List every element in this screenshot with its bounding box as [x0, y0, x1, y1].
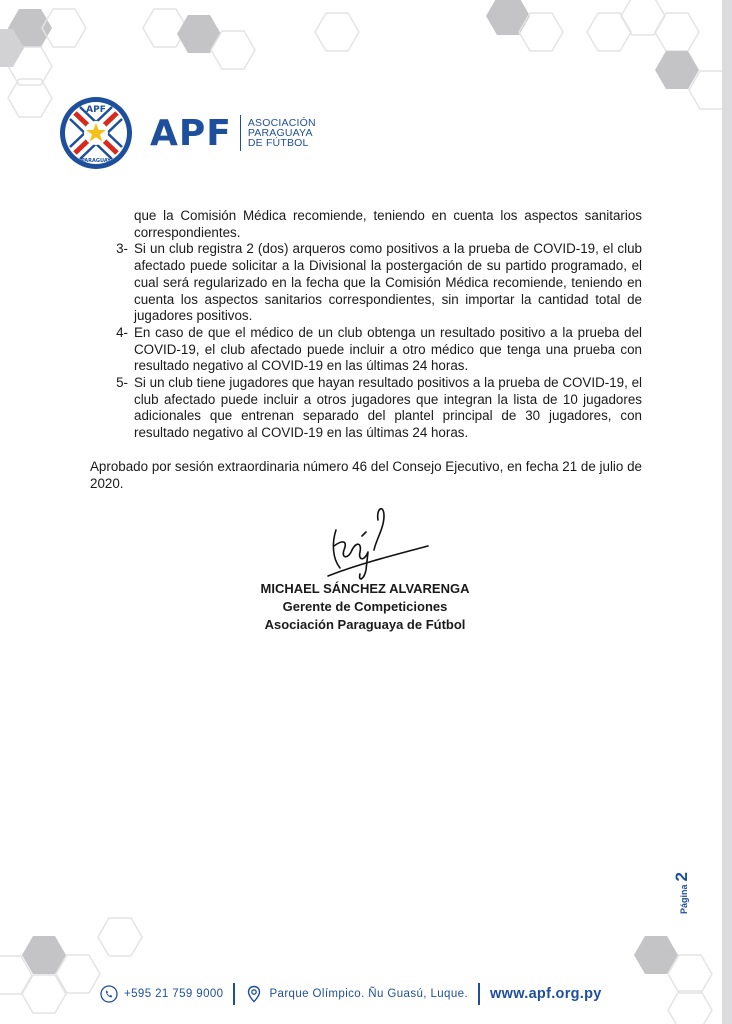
- viewer-background-strip: [722, 0, 732, 1024]
- apf-logo: [58, 95, 316, 171]
- apf-crest-icon: [58, 95, 134, 171]
- page-number: 2: [672, 872, 691, 882]
- item-number: 3-: [116, 241, 128, 257]
- handwritten-signature: [318, 500, 438, 590]
- signatory-block: [240, 580, 490, 634]
- apf-wordmark: APF: [150, 112, 232, 154]
- signatory-name: MICHAEL SÁNCHEZ ALVARENGA: [260, 581, 470, 596]
- signatory-title: Gerente de Competiciones: [282, 599, 448, 614]
- approval-statement: Aprobado por sesión extraordinaria número 46 del Consejo Ejecutivo, en fecha 21 de julio de 2020.: [90, 458, 642, 491]
- footer-phone: +595 21 759 9000: [124, 988, 224, 1000]
- svg-text:PARAGUAY: PARAGUAY: [81, 158, 111, 164]
- page-word: Página: [679, 884, 689, 914]
- page-number-label: [672, 866, 696, 914]
- continuation-text: que la Comisión Médica recomiende, teniendo en cuenta los aspectos sanitarios correspondientes.: [134, 208, 642, 240]
- hexagons-top-right: [486, 0, 722, 109]
- footer-divider: [478, 983, 480, 1005]
- document-body: [90, 208, 642, 492]
- footer-address: Parque Olímpico. Ñu Guasú, Luque.: [269, 988, 469, 1000]
- logo-divider: [240, 115, 241, 151]
- list-item: [90, 325, 642, 375]
- hexagons-bottom-right: [634, 936, 712, 1024]
- location-pin-icon: [245, 985, 263, 1003]
- footer-contact-bar: [100, 981, 680, 1007]
- item-number: 4-: [116, 324, 128, 340]
- item-text: Si un club tiene jugadores que hayan resultado positivos a la prueba de COVID-19, el club afectado puede incluir a otros jugadores que integran la lista de 10 jugadores adicionales que entrenan separado del plantel principal de 30 jugadores, con resultado negativo al COVID-19 en las últimas 24 horas.: [134, 375, 642, 441]
- logo-subtitle: ASOCIACIÓN PARAGUAYA DE FÚTBOL: [247, 117, 316, 149]
- item-text: Si un club registra 2 (dos) arqueros como positivos a la prueba de COVID-19, el club afectado puede solicitar a la Divisional la postergación de su partido programado, el cual será regularizado en la fecha que la Comisión Médica recomiende, teniendo en cuenta los aspectos sanitarios correspondientes, sin importar la cantidad total de jugadores positivos.: [134, 241, 642, 324]
- list-item: [90, 375, 642, 442]
- footer-website-link[interactable]: www.apf.org.py: [490, 986, 602, 1002]
- item-text: En caso de que el médico de un club obtenga un resultado positivo a la prueba del COVID-19, el club afectado puede incluir a otro médico que tenga una prueba con resultado negativo al COVID-19 en las últimas 24 horas.: [134, 324, 642, 374]
- footer-divider: [233, 983, 235, 1005]
- svg-text:APF: APF: [86, 105, 106, 115]
- list-item: [90, 241, 642, 325]
- item-number: 5-: [116, 375, 128, 391]
- phone-icon: [100, 985, 118, 1003]
- signatory-organization: Asociación Paraguaya de Fútbol: [264, 617, 466, 632]
